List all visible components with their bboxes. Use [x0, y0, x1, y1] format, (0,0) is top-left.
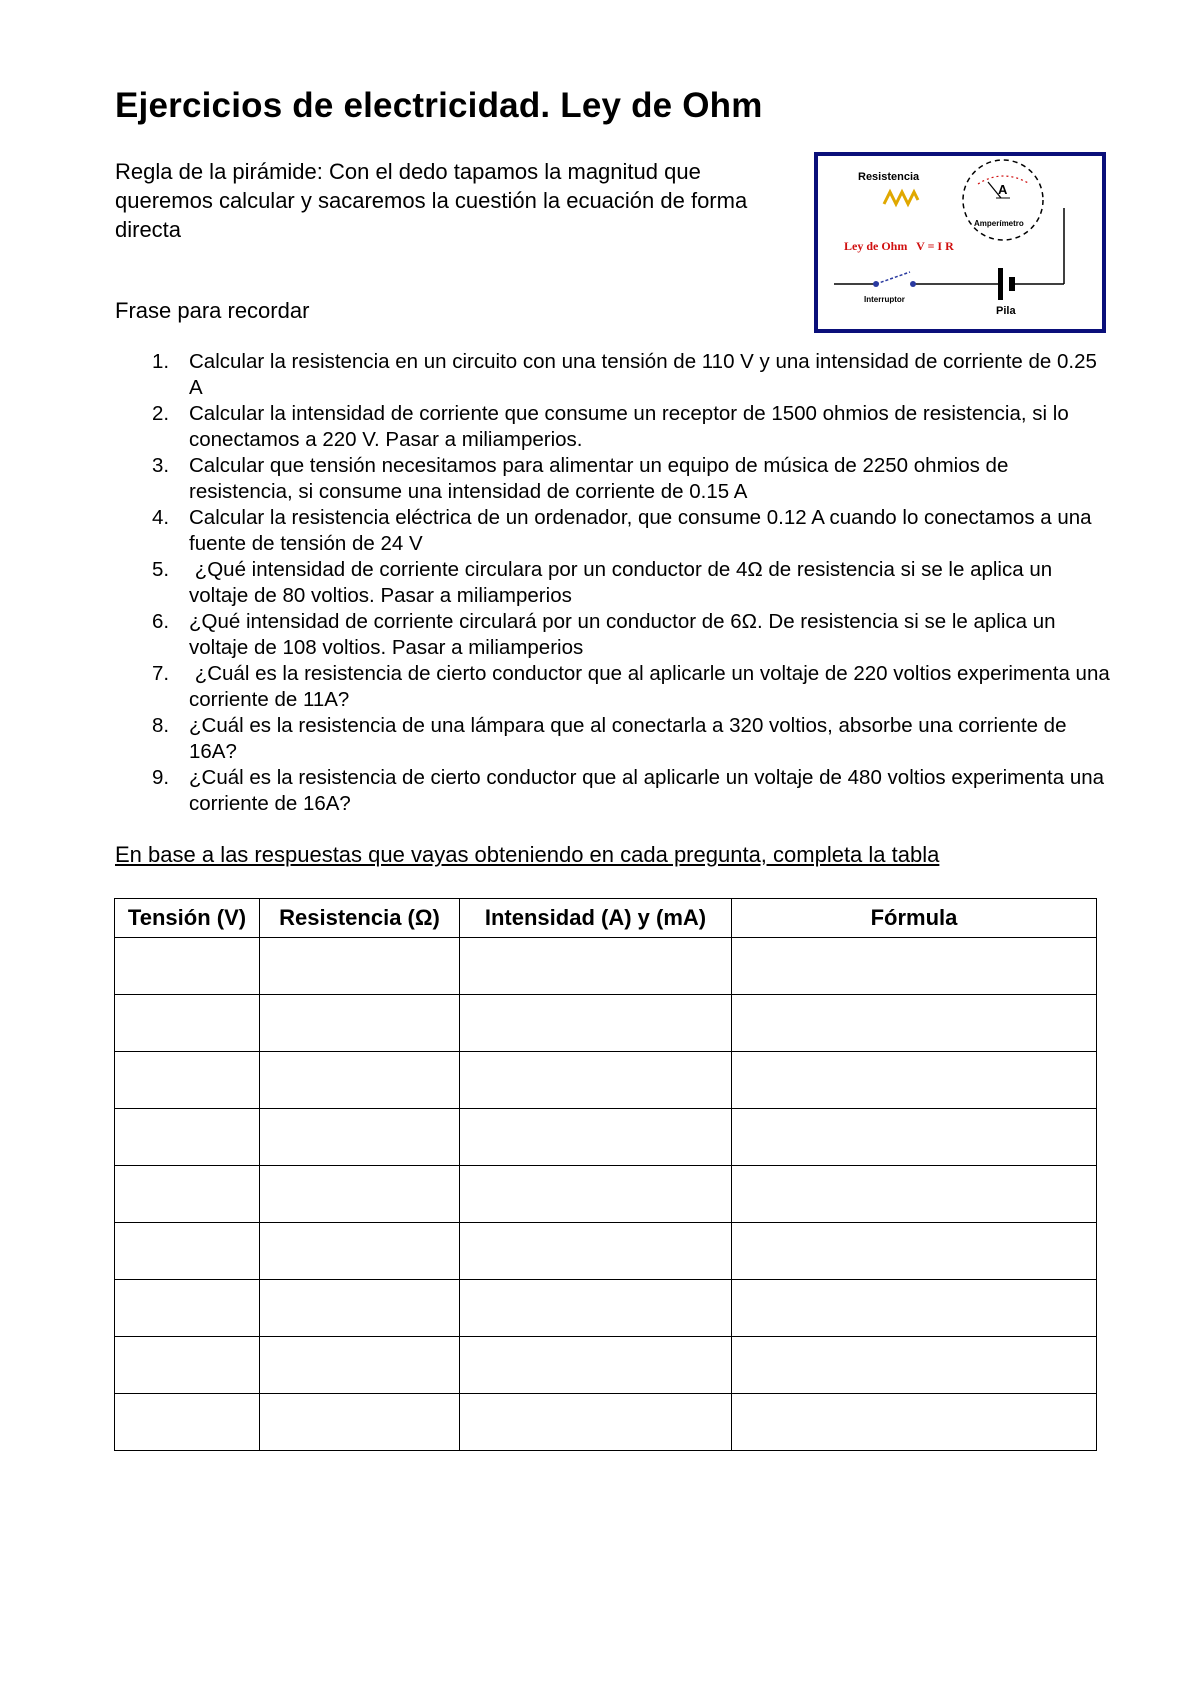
- table-cell[interactable]: [460, 1166, 732, 1223]
- exercise-text: Calcular la intensidad de corriente que consume un receptor de 1500 ohmios de resistencia, si lo conectamos a 220 V. Pasar a miliamperios.: [189, 402, 1075, 451]
- exercise-item: [115, 557, 1115, 609]
- exercise-text: Calcular que tensión necesitamos para alimentar un equipo de música de 2250 ohmios de resistencia, si consume una intensidad de corriente de 0.15 A: [189, 454, 1015, 503]
- table-cell[interactable]: [260, 1337, 460, 1394]
- exercise-number: 3.: [152, 454, 170, 477]
- table-cell[interactable]: [260, 1052, 460, 1109]
- exercise-item: [115, 453, 1115, 505]
- resistencia-label: Resistencia: [858, 171, 920, 183]
- table-cell[interactable]: [260, 1109, 460, 1166]
- table-cell[interactable]: [732, 1280, 1097, 1337]
- table-cell[interactable]: [115, 1109, 260, 1166]
- table-cell[interactable]: [260, 1394, 460, 1451]
- ohm-circuit-figure: [814, 152, 1106, 333]
- battery-long-plate: [998, 268, 1003, 300]
- table-cell[interactable]: [260, 1166, 460, 1223]
- exercise-text: ¿Qué intensidad de corriente circulará por un conductor de 6Ω. De resistencia si se le aplica un voltaje de 108 voltios. Pasar a miliamperios: [189, 610, 1062, 659]
- exercise-number: 9.: [152, 766, 170, 789]
- table-cell[interactable]: [732, 1223, 1097, 1280]
- header-resistencia: Resistencia (Ω): [260, 899, 460, 938]
- ammeter-letter: A: [998, 182, 1008, 197]
- exercise-number: 5.: [152, 558, 170, 581]
- table-cell[interactable]: [460, 938, 732, 995]
- table-cell[interactable]: [460, 1109, 732, 1166]
- table-cell[interactable]: [460, 995, 732, 1052]
- header-tension: Tensión (V): [115, 899, 260, 938]
- exercise-item: [115, 401, 1115, 453]
- table-cell[interactable]: [460, 1223, 732, 1280]
- table-row: [115, 1223, 1097, 1280]
- table-cell[interactable]: [732, 995, 1097, 1052]
- phrase-to-remember: Frase para recordar: [115, 298, 310, 323]
- resistor-icon: [884, 192, 918, 204]
- exercise-text: ¿Qué intensidad de corriente circulara por un conductor de 4Ω de resistencia si se le aplica un voltaje de 80 voltios. Pasar a miliamperios: [189, 558, 1058, 607]
- table-cell[interactable]: [115, 1394, 260, 1451]
- table-instruction: En base a las respuestas que vayas obteniendo en cada pregunta, completa la tabla: [115, 842, 940, 867]
- exercise-number: 2.: [152, 402, 170, 425]
- exercise-item: [115, 349, 1115, 401]
- table-cell[interactable]: [115, 1223, 260, 1280]
- table-cell[interactable]: [115, 995, 260, 1052]
- table-body: [115, 938, 1097, 1451]
- table-row: [115, 1109, 1097, 1166]
- table-header-row: [115, 899, 1097, 938]
- exercise-text: ¿Cuál es la resistencia de cierto conductor que al aplicarle un voltaje de 480 voltios experimenta una corriente de 16A?: [189, 766, 1110, 815]
- battery-short-plate: [1009, 277, 1015, 291]
- table-cell[interactable]: [260, 995, 460, 1052]
- exercise-list: [115, 349, 1115, 817]
- table-cell[interactable]: [460, 1337, 732, 1394]
- table-cell[interactable]: [115, 1280, 260, 1337]
- table-cell[interactable]: [260, 938, 460, 995]
- ammeter-icon: [963, 160, 1043, 240]
- exercise-item: [115, 609, 1115, 661]
- exercise-item: [115, 661, 1115, 713]
- amperimetro-label: Amperímetro: [974, 219, 1024, 228]
- table-cell[interactable]: [115, 1337, 260, 1394]
- header-intensidad: Intensidad (A) y (mA): [460, 899, 732, 938]
- pyramid-rule-text: Regla de la pirámide: Con el dedo tapamos la magnitud que queremos calcular y sacaremos la cuestión la ecuación de forma directa: [115, 159, 748, 242]
- exercise-number: 6.: [152, 610, 170, 633]
- table-cell[interactable]: [260, 1280, 460, 1337]
- table-row: [115, 1052, 1097, 1109]
- table-cell[interactable]: [732, 1394, 1097, 1451]
- exercise-item: [115, 765, 1115, 817]
- table-cell[interactable]: [460, 1394, 732, 1451]
- results-table: [114, 898, 1097, 1451]
- table-cell[interactable]: [115, 938, 260, 995]
- header-formula: Fórmula: [732, 899, 1097, 938]
- table-cell[interactable]: [460, 1280, 732, 1337]
- table-cell[interactable]: [732, 1109, 1097, 1166]
- switch-contact-right: [910, 281, 916, 287]
- exercise-text: ¿Cuál es la resistencia de una lámpara que al conectarla a 320 voltios, absorbe una corriente de 16A?: [189, 714, 1073, 763]
- exercise-text: Calcular la resistencia eléctrica de un ordenador, que consume 0.12 A cuando lo conectamos a una fuente de tensión de 24 V: [189, 506, 1098, 555]
- ohm-law-text: Ley de Ohm V = I R: [844, 239, 954, 253]
- pila-label: Pila: [996, 305, 1016, 317]
- exercise-number: 4.: [152, 506, 170, 529]
- table-row: [115, 1337, 1097, 1394]
- table-row: [115, 1166, 1097, 1223]
- switch-gap: [874, 276, 914, 290]
- table-cell[interactable]: [260, 1223, 460, 1280]
- exercise-item: [115, 505, 1115, 557]
- table-row: [115, 938, 1097, 995]
- table-cell[interactable]: [732, 938, 1097, 995]
- circuit-diagram: [818, 156, 1102, 329]
- page-title: Ejercicios de electricidad. Ley de Ohm: [115, 86, 763, 125]
- table-cell[interactable]: [460, 1052, 732, 1109]
- table-cell[interactable]: [115, 1052, 260, 1109]
- table-cell[interactable]: [115, 1166, 260, 1223]
- table-row: [115, 1394, 1097, 1451]
- exercise-number: 1.: [152, 350, 170, 373]
- table-cell[interactable]: [732, 1166, 1097, 1223]
- exercise-text: ¿Cuál es la resistencia de cierto conductor que al aplicarle un voltaje de 220 voltios experimenta una corriente de 11A?: [189, 662, 1116, 711]
- exercise-number: 8.: [152, 714, 170, 737]
- interruptor-label: Interruptor: [864, 295, 905, 304]
- exercise-text: Calcular la resistencia en un circuito con una tensión de 110 V y una intensidad de corriente de 0.25 A: [189, 350, 1102, 399]
- table-row: [115, 1280, 1097, 1337]
- exercise-number: 7.: [152, 662, 170, 685]
- exercise-item: [115, 713, 1115, 765]
- table-cell[interactable]: [732, 1052, 1097, 1109]
- table-cell[interactable]: [732, 1337, 1097, 1394]
- table-row: [115, 995, 1097, 1052]
